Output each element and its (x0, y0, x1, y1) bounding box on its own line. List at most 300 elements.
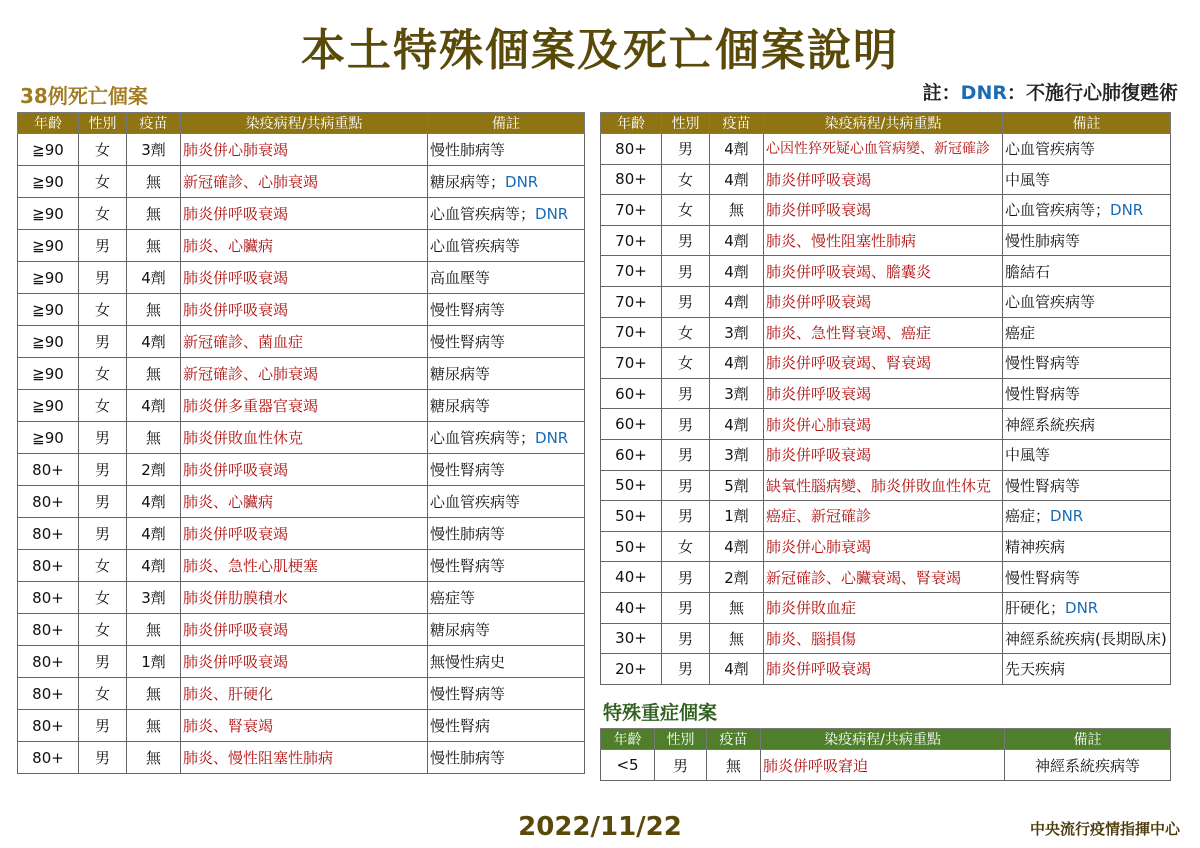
table-row (601, 750, 1171, 781)
remark-text: 神經系統疾病(長期臥床) (1005, 629, 1167, 648)
course-cell: 肺炎併敗血性休克 (181, 422, 428, 454)
age-cell: 50+ (601, 470, 662, 501)
age-cell: 70+ (601, 348, 662, 379)
table-row (18, 486, 585, 518)
age-cell: 50+ (601, 501, 662, 532)
age-cell: ≧90 (18, 230, 79, 262)
vaccine-cell: 無 (707, 750, 761, 781)
course-cell: 肺炎、心臟病 (181, 486, 428, 518)
dnr-tag: DNR (505, 173, 539, 191)
remark-text: 糖尿病等 (430, 365, 491, 383)
vaccine-cell: 2劑 (127, 454, 181, 486)
vaccine-cell: 4劑 (127, 550, 181, 582)
table-row (601, 225, 1171, 256)
age-cell: 70+ (601, 256, 662, 287)
course-cell: 肺炎併呼吸衰竭 (764, 654, 1003, 685)
age-cell: 80+ (18, 518, 79, 550)
age-cell: 80+ (18, 646, 79, 678)
vaccine-cell: 4劑 (710, 348, 764, 379)
remark-cell (1003, 562, 1171, 593)
remark-cell (428, 486, 585, 518)
deaths-section-title: 38例死亡個案 (20, 84, 148, 108)
remark-text: 先天疾病 (1005, 660, 1066, 679)
age-cell: 20+ (601, 654, 662, 685)
table-row (18, 294, 585, 326)
remark-text: 心血管疾病等 (1005, 140, 1096, 159)
table-row (18, 326, 585, 358)
remark-text: 癌症等 (430, 589, 476, 607)
course-cell: 肺炎、腦損傷 (764, 623, 1003, 654)
sex-cell: 女 (662, 195, 710, 226)
dnr-tag: DNR (1065, 599, 1099, 618)
vaccine-cell: 4劑 (710, 409, 764, 440)
remark-cell (1003, 286, 1171, 317)
dnr-tag: DNR (1050, 507, 1084, 526)
remark-text: 心血管疾病等 (1005, 293, 1096, 312)
sex-cell: 男 (662, 225, 710, 256)
dnr-tag: DNR (1110, 201, 1144, 220)
vaccine-cell: 4劑 (127, 262, 181, 294)
age-cell: ≧90 (18, 166, 79, 198)
age-cell: 60+ (601, 378, 662, 409)
remark-text: 慢性肺病等 (430, 141, 506, 159)
table-row (18, 134, 585, 166)
header-age: 年齡 (601, 113, 662, 134)
vaccine-cell: 4劑 (127, 518, 181, 550)
sex-cell: 女 (662, 164, 710, 195)
remark-text: 慢性肺病等 (1005, 232, 1081, 251)
course-cell: 肺炎併呼吸衰竭 (181, 262, 428, 294)
sex-cell: 男 (662, 562, 710, 593)
vaccine-cell: 4劑 (127, 486, 181, 518)
age-cell: ≧90 (18, 294, 79, 326)
remark-cell (1003, 409, 1171, 440)
remark-text: 慢性腎病等 (1005, 385, 1081, 404)
remark-cell (428, 166, 585, 198)
header-age: 年齡 (601, 729, 655, 750)
sex-cell: 男 (79, 742, 127, 774)
table-row (601, 654, 1171, 685)
sex-cell: 男 (662, 286, 710, 317)
vaccine-cell: 4劑 (710, 164, 764, 195)
age-cell: 40+ (601, 592, 662, 623)
vaccine-cell: 無 (127, 358, 181, 390)
remark-cell (1003, 195, 1171, 226)
age-cell: 80+ (18, 454, 79, 486)
sex-cell: 男 (79, 422, 127, 454)
sex-cell: 女 (662, 531, 710, 562)
age-cell: 80+ (18, 614, 79, 646)
remark-text: 肝硬化； (1005, 599, 1066, 618)
vaccine-cell: 無 (127, 614, 181, 646)
remark-cell (1003, 256, 1171, 287)
remark-text: 高血壓等 (430, 269, 491, 287)
age-cell: 80+ (18, 742, 79, 774)
remark-cell (428, 358, 585, 390)
age-cell: ≧90 (18, 134, 79, 166)
table-row (601, 348, 1171, 379)
course-cell: 肺炎、腎衰竭 (181, 710, 428, 742)
remark-cell (428, 710, 585, 742)
remark-cell (1003, 439, 1171, 470)
severe-table (600, 728, 1171, 781)
age-cell: 80+ (18, 710, 79, 742)
remark-cell (428, 134, 585, 166)
sex-cell: 男 (662, 592, 710, 623)
age-cell: 80+ (18, 582, 79, 614)
age-cell: ≧90 (18, 262, 79, 294)
vaccine-cell: 3劑 (127, 134, 181, 166)
remark-text: 膽結石 (1005, 262, 1051, 281)
course-cell: 肺炎、急性心肌梗塞 (181, 550, 428, 582)
sex-cell: 女 (79, 198, 127, 230)
remark-text: 神經系統疾病等 (1034, 756, 1140, 775)
remark-text: 慢性腎病等 (430, 333, 506, 351)
course-cell: 癌症、新冠確診 (764, 501, 1003, 532)
course-cell: 肺炎併呼吸衰竭 (764, 439, 1003, 470)
sex-cell: 男 (662, 378, 710, 409)
remark-text: 慢性腎病等 (430, 557, 506, 575)
table-row (601, 409, 1171, 440)
course-cell: 肺炎併心肺衰竭 (764, 409, 1003, 440)
vaccine-cell: 無 (127, 166, 181, 198)
vaccine-cell: 4劑 (710, 531, 764, 562)
vaccine-cell: 無 (127, 230, 181, 262)
sex-cell: 女 (79, 614, 127, 646)
course-cell: 肺炎併呼吸衰竭 (181, 614, 428, 646)
remark-cell (428, 230, 585, 262)
age-cell: 60+ (601, 409, 662, 440)
remark-cell (428, 262, 585, 294)
sex-cell: 男 (79, 710, 127, 742)
sex-cell: 男 (662, 623, 710, 654)
remark-text: 癌症； (1005, 507, 1051, 526)
vaccine-cell: 無 (710, 592, 764, 623)
remark-text: 心血管疾病等 (430, 237, 521, 255)
header-age: 年齡 (18, 113, 79, 134)
header-course: 染疫病程/共病重點 (764, 113, 1003, 134)
remark-text: 無慢性病史 (430, 653, 506, 671)
age-cell: 80+ (18, 486, 79, 518)
course-cell: 新冠確診、心肺衰竭 (181, 166, 428, 198)
vaccine-cell: 無 (127, 678, 181, 710)
course-cell: 肺炎併呼吸衰竭 (764, 195, 1003, 226)
remark-cell (428, 422, 585, 454)
sex-cell: 男 (655, 750, 707, 781)
course-cell: 缺氧性腦病變、肺炎併敗血性休克 (764, 470, 1003, 501)
vaccine-cell: 4劑 (710, 286, 764, 317)
course-cell: 肺炎併呼吸衰竭 (181, 198, 428, 230)
remark-text: 癌症 (1005, 323, 1036, 342)
course-cell: 肺炎併呼吸衰竭 (181, 294, 428, 326)
sex-cell: 男 (79, 326, 127, 358)
remark-cell (428, 742, 585, 774)
sex-cell: 男 (79, 230, 127, 262)
table-row (601, 439, 1171, 470)
vaccine-cell: 4劑 (127, 326, 181, 358)
vaccine-cell: 無 (127, 198, 181, 230)
vaccine-cell: 4劑 (710, 225, 764, 256)
remark-text: 慢性腎病等 (430, 461, 506, 479)
remark-cell (1003, 623, 1171, 654)
remark-cell (428, 198, 585, 230)
header-remark: 備註 (1005, 729, 1171, 750)
vaccine-cell: 無 (710, 195, 764, 226)
remark-text: 慢性腎病 (430, 717, 491, 735)
table-header-row (601, 113, 1171, 134)
remark-cell (428, 678, 585, 710)
course-cell: 肺炎併心肺衰竭 (764, 531, 1003, 562)
vaccine-cell: 1劑 (710, 501, 764, 532)
header-remark: 備註 (1003, 113, 1171, 134)
sex-cell: 女 (79, 678, 127, 710)
course-cell: 肺炎併呼吸衰竭、膽囊炎 (764, 256, 1003, 287)
remark-cell (1003, 531, 1171, 562)
table-row (18, 582, 585, 614)
remark-cell (1005, 750, 1171, 781)
sex-cell: 男 (662, 654, 710, 685)
table-row (601, 286, 1171, 317)
course-cell: 肺炎併呼吸衰竭 (764, 378, 1003, 409)
age-cell: 70+ (601, 225, 662, 256)
remark-text: 慢性腎病等 (1005, 354, 1081, 373)
sex-cell: 女 (79, 582, 127, 614)
age-cell: 80+ (601, 134, 662, 165)
vaccine-cell: 無 (710, 623, 764, 654)
remark-text: 慢性腎病等 (430, 685, 506, 703)
report-date: 2022/11/22 (518, 812, 682, 842)
remark-cell (428, 550, 585, 582)
remark-text: 糖尿病等 (430, 397, 491, 415)
remark-cell (1003, 225, 1171, 256)
sex-cell: 女 (662, 348, 710, 379)
table-row (18, 518, 585, 550)
remark-text: 慢性肺病等 (430, 525, 506, 543)
sex-cell: 男 (79, 518, 127, 550)
table-row (18, 358, 585, 390)
remark-text: 心血管疾病等 (430, 493, 521, 511)
remark-text: 心血管疾病等； (430, 205, 536, 223)
remark-text: 心血管疾病等； (430, 429, 536, 447)
table-row (601, 134, 1171, 165)
table-row (18, 422, 585, 454)
deaths-table-right (600, 112, 1171, 685)
table-row (601, 623, 1171, 654)
dnr-tag: DNR (535, 205, 569, 223)
remark-cell (428, 390, 585, 422)
remark-text: 糖尿病等； (430, 173, 506, 191)
vaccine-cell: 4劑 (127, 390, 181, 422)
table-row (18, 646, 585, 678)
remark-cell (428, 294, 585, 326)
header-vaccine: 疫苗 (127, 113, 181, 134)
remark-cell (1003, 317, 1171, 348)
age-cell: 80+ (601, 164, 662, 195)
sex-cell: 男 (79, 262, 127, 294)
remark-text: 慢性腎病等 (1005, 476, 1081, 495)
header-course: 染疫病程/共病重點 (761, 729, 1005, 750)
header-sex: 性別 (655, 729, 707, 750)
age-cell: 80+ (18, 550, 79, 582)
sex-cell: 女 (662, 317, 710, 348)
remark-cell (428, 646, 585, 678)
remark-text: 中風等 (1005, 170, 1051, 189)
vaccine-cell: 無 (127, 422, 181, 454)
sex-cell: 男 (79, 486, 127, 518)
remark-text: 神經系統疾病 (1005, 415, 1096, 434)
organization-name: 中央流行疫情指揮中心 (1029, 820, 1180, 838)
remark-cell (1003, 378, 1171, 409)
course-cell: 肺炎併呼吸衰竭、腎衰竭 (764, 348, 1003, 379)
header-vaccine: 疫苗 (710, 113, 764, 134)
sex-cell: 女 (79, 390, 127, 422)
table-row (18, 198, 585, 230)
course-cell: 肺炎、慢性阻塞性肺病 (181, 742, 428, 774)
note-prefix: 註： (922, 82, 961, 104)
age-cell: ≧90 (18, 422, 79, 454)
vaccine-cell: 5劑 (710, 470, 764, 501)
remark-text: 中風等 (1005, 446, 1051, 465)
course-cell: 新冠確診、心肺衰竭 (181, 358, 428, 390)
sex-cell: 女 (79, 134, 127, 166)
vaccine-cell: 無 (127, 710, 181, 742)
course-cell: 肺炎、慢性阻塞性肺病 (764, 225, 1003, 256)
remark-cell (1003, 134, 1171, 165)
course-cell: 肺炎併心肺衰竭 (181, 134, 428, 166)
page-title: 本土特殊個案及死亡個案說明 (301, 25, 899, 76)
vaccine-cell: 2劑 (710, 562, 764, 593)
course-cell: 新冠確診、菌血症 (181, 326, 428, 358)
age-cell: 60+ (601, 439, 662, 470)
remark-cell (428, 454, 585, 486)
vaccine-cell: 3劑 (710, 317, 764, 348)
remark-cell (1003, 164, 1171, 195)
remark-text: 慢性肺病等 (430, 749, 506, 767)
header-course: 染疫病程/共病重點 (181, 113, 428, 134)
course-cell: 肺炎併呼吸衰竭 (181, 518, 428, 550)
course-cell: 肺炎併多重器官衰竭 (181, 390, 428, 422)
sex-cell: 女 (79, 166, 127, 198)
table-row (601, 256, 1171, 287)
vaccine-cell: 4劑 (710, 256, 764, 287)
course-cell: 肺炎併呼吸衰竭 (181, 646, 428, 678)
remark-text: 慢性腎病等 (430, 301, 506, 319)
sex-cell: 男 (79, 454, 127, 486)
vaccine-cell: 1劑 (127, 646, 181, 678)
age-cell: ≧90 (18, 358, 79, 390)
course-cell: 肺炎併呼吸窘迫 (761, 750, 1005, 781)
remark-cell (1003, 501, 1171, 532)
age-cell: 70+ (601, 286, 662, 317)
header-remark: 備註 (428, 113, 585, 134)
header-sex: 性別 (79, 113, 127, 134)
table-row (18, 454, 585, 486)
table-row (601, 164, 1171, 195)
remark-text: 糖尿病等 (430, 621, 491, 639)
age-cell: 50+ (601, 531, 662, 562)
remark-cell (428, 582, 585, 614)
age-cell: 40+ (601, 562, 662, 593)
table-row (18, 710, 585, 742)
vaccine-cell: 無 (127, 742, 181, 774)
sex-cell: 男 (662, 439, 710, 470)
table-row (601, 531, 1171, 562)
vaccine-cell: 3劑 (127, 582, 181, 614)
sex-cell: 女 (79, 294, 127, 326)
course-cell: 肺炎併肋膜積水 (181, 582, 428, 614)
vaccine-cell: 無 (127, 294, 181, 326)
note-text: ：不施行心肺復甦術 (1006, 82, 1178, 104)
sex-cell: 男 (79, 646, 127, 678)
table-row (601, 592, 1171, 623)
remark-text: 精神疾病 (1005, 538, 1066, 557)
age-cell: 70+ (601, 317, 662, 348)
remark-text: 慢性腎病等 (1005, 568, 1081, 587)
age-cell: ≧90 (18, 390, 79, 422)
table-header-row (18, 113, 585, 134)
remark-cell (1003, 654, 1171, 685)
table-row (18, 166, 585, 198)
age-cell: 30+ (601, 623, 662, 654)
vaccine-cell: 3劑 (710, 378, 764, 409)
course-cell: 心因性猝死疑心血管病變、新冠確診 (764, 134, 1003, 165)
vaccine-cell: 3劑 (710, 439, 764, 470)
course-cell: 肺炎併敗血症 (764, 592, 1003, 623)
table-row (601, 378, 1171, 409)
sex-cell: 男 (662, 501, 710, 532)
remark-text: 心血管疾病等； (1005, 201, 1111, 220)
table-row (601, 195, 1171, 226)
severe-section-title: 特殊重症個案 (603, 702, 718, 724)
age-cell: 70+ (601, 195, 662, 226)
table-row (601, 470, 1171, 501)
remark-cell (428, 518, 585, 550)
age-cell: ≧90 (18, 326, 79, 358)
course-cell: 肺炎併呼吸衰竭 (764, 164, 1003, 195)
vaccine-cell: 4劑 (710, 134, 764, 165)
remark-cell (1003, 470, 1171, 501)
header-sex: 性別 (662, 113, 710, 134)
table-row (601, 317, 1171, 348)
course-cell: 肺炎併呼吸衰竭 (764, 286, 1003, 317)
table-row (18, 678, 585, 710)
course-cell: 肺炎併呼吸衰竭 (181, 454, 428, 486)
remark-cell (1003, 348, 1171, 379)
sex-cell: 男 (662, 134, 710, 165)
age-cell: <5 (601, 750, 655, 781)
table-row (18, 550, 585, 582)
table-header-row (601, 729, 1171, 750)
sex-cell: 女 (79, 550, 127, 582)
course-cell: 新冠確診、心臟衰竭、腎衰竭 (764, 562, 1003, 593)
sex-cell: 男 (662, 409, 710, 440)
course-cell: 肺炎、心臟病 (181, 230, 428, 262)
sex-cell: 男 (662, 256, 710, 287)
dnr-tag: DNR (535, 429, 569, 447)
sex-cell: 女 (79, 358, 127, 390)
table-row (18, 614, 585, 646)
vaccine-cell: 4劑 (710, 654, 764, 685)
age-cell: 80+ (18, 678, 79, 710)
header-vaccine: 疫苗 (707, 729, 761, 750)
table-row (18, 390, 585, 422)
age-cell: ≧90 (18, 198, 79, 230)
remark-cell (1003, 592, 1171, 623)
table-row (18, 230, 585, 262)
sex-cell: 男 (662, 470, 710, 501)
course-cell: 肺炎、急性腎衰竭、癌症 (764, 317, 1003, 348)
table-row (601, 501, 1171, 532)
